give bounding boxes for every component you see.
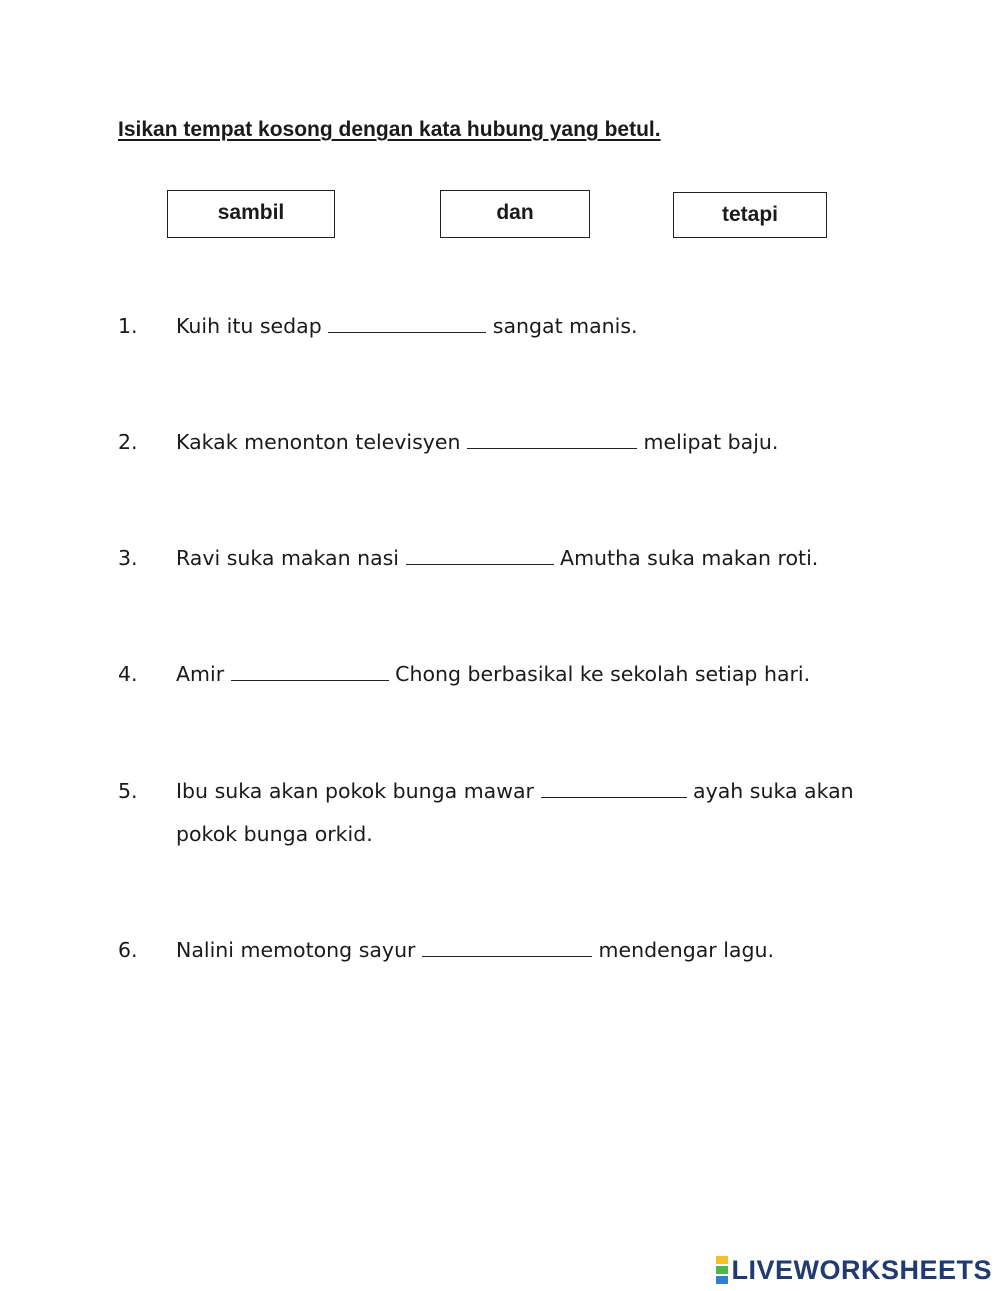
- question-4: [118, 653, 888, 696]
- answer-blank-1[interactable]: [328, 313, 486, 333]
- word-bank-sambil[interactable]: sambil: [167, 190, 335, 238]
- question-text-after: Amutha suka makan roti.: [553, 546, 819, 570]
- answer-blank-3[interactable]: [406, 545, 554, 565]
- question-text-before: Kuih itu sedap: [176, 314, 329, 338]
- question-text-after: mendengar lagu.: [592, 938, 775, 962]
- question-text-after: Chong berbasikal ke sekolah setiap hari.: [388, 662, 811, 686]
- question-number: 3.: [118, 546, 138, 570]
- question-2: [118, 421, 888, 464]
- question-number: 4.: [118, 662, 138, 686]
- logo-block-green: [716, 1266, 728, 1274]
- logo-blocks-icon: [716, 1255, 728, 1285]
- question-text-before: Ravi suka makan nasi: [176, 546, 406, 570]
- question-text-before: Ibu suka akan pokok bunga mawar: [176, 779, 541, 803]
- question-text-after: ayah suka akan pokok bunga orkid.: [176, 779, 854, 846]
- word-bank-tetapi[interactable]: tetapi: [673, 192, 827, 238]
- answer-blank-2[interactable]: [467, 429, 637, 449]
- question-text-before: Amir: [176, 662, 231, 686]
- question-3: [118, 537, 888, 580]
- answer-blank-6[interactable]: [422, 937, 592, 957]
- question-1: [118, 305, 888, 348]
- question-number: 2.: [118, 430, 138, 454]
- logo-text: LIVEWORKSHEETS: [731, 1254, 992, 1285]
- question-6: [118, 929, 888, 972]
- question-text-after: melipat baju.: [637, 430, 779, 454]
- question-number: 6.: [118, 938, 138, 962]
- question-number: 5.: [118, 779, 138, 803]
- logo-block-yellow: [716, 1256, 728, 1264]
- liveworksheets-logo: [716, 1254, 992, 1286]
- worksheet-title: Isikan tempat kosong dengan kata hubung yang betul.: [118, 118, 661, 141]
- question-5: [118, 770, 888, 856]
- answer-blank-4[interactable]: [231, 661, 389, 681]
- question-text-before: Kakak menonton televisyen: [176, 430, 468, 454]
- logo-block-blue: [716, 1276, 728, 1284]
- answer-blank-5[interactable]: [541, 778, 687, 798]
- question-text-before: Nalini memotong sayur: [176, 938, 422, 962]
- word-bank-dan[interactable]: dan: [440, 190, 590, 238]
- question-number: 1.: [118, 314, 138, 338]
- question-text-after: sangat manis.: [486, 314, 638, 338]
